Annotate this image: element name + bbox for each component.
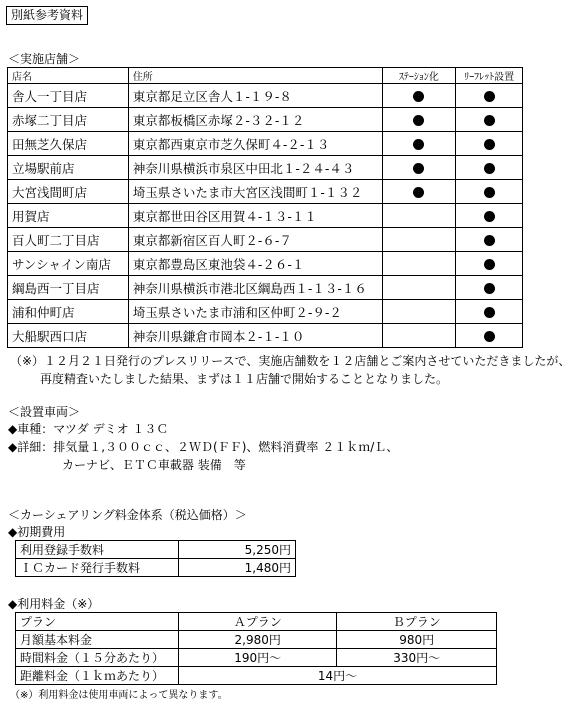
stores-note-line1: （※）１２月２１日発行のプレスリリースで、実施店舗数を１２店舗とご案内させていただきましたが、 (10, 354, 571, 368)
store-station-cell (382, 204, 456, 228)
store-leaflet-cell (456, 204, 523, 228)
filled-circle-icon (484, 115, 495, 126)
usage-row-a: 2,980円 (178, 631, 337, 649)
store-station-cell (382, 252, 456, 276)
header-leaflet: ﾘｰﾌﾚｯﾄ設置 (456, 68, 523, 84)
store-station-cell (382, 156, 456, 180)
stores-section-title: ＜実施店舗＞ (8, 52, 81, 66)
usage-row-b: 330円～ (337, 649, 497, 667)
store-address: 東京都足立区舎人１-１９-８ (128, 84, 382, 108)
table-row (8, 180, 523, 204)
initial-row-label: 利用登録手数料 (16, 541, 179, 559)
usage-row-label: 月額基本料金 (16, 631, 179, 649)
store-address: 神奈川県横浜市港北区綱島西１-１３-１６ (128, 276, 382, 300)
pricing-section-title: ＜カーシェアリング料金体系（税込価格）＞ (8, 508, 247, 522)
vehicle-model-row (8, 420, 168, 438)
vehicle-detail-line1: 排気量１,３００ｃｃ、２ＷＤ(ＦＦ)、燃料消費率 ２１ｋｍ/Ｌ、 (53, 440, 399, 454)
store-name: 大宮浅間町店 (8, 180, 129, 204)
attachment-label: 別紙参考資料 (6, 6, 88, 25)
store-address: 東京都新宿区百人町２-６-７ (128, 228, 382, 252)
store-address: 東京都世田谷区用賀４-１３-１１ (128, 204, 382, 228)
stores-table (7, 67, 523, 348)
filled-circle-icon (484, 235, 495, 246)
filled-circle-icon (484, 259, 495, 270)
stores-note-line2: 再度精査いたしました結果、まずは１１店舗で開始することとなりました。 (40, 372, 449, 386)
store-station-cell (382, 108, 456, 132)
filled-circle-icon (484, 307, 495, 318)
filled-circle-icon (484, 163, 495, 174)
vehicle-model-value: マツダ デミオ １３Ｃ (53, 422, 169, 436)
store-name: サンシャイン南店 (8, 252, 129, 276)
vehicle-detail-label: ◆詳細： (8, 440, 54, 454)
store-station-cell (382, 132, 456, 156)
initial-cost-table (15, 540, 296, 577)
store-address: 神奈川県鎌倉市岡本２-１-１０ (128, 324, 382, 348)
store-address: 東京都西東京市芝久保町４-２-１３ (128, 132, 382, 156)
store-station-cell (382, 180, 456, 204)
table-row (16, 631, 497, 649)
initial-cost-title: ◆初期費用 (8, 525, 66, 539)
store-name: 用賀店 (8, 204, 129, 228)
store-station-cell (382, 228, 456, 252)
store-station-cell (382, 300, 456, 324)
store-leaflet-cell (456, 84, 523, 108)
table-row (8, 204, 523, 228)
usage-fee-title: ◆利用料金（※） (8, 597, 100, 611)
table-row (8, 156, 523, 180)
store-leaflet-cell (456, 300, 523, 324)
initial-row-label: ＩＣカード発行手数料 (16, 559, 179, 577)
store-name: 浦和仲町店 (8, 300, 129, 324)
table-row (16, 559, 296, 577)
store-leaflet-cell (456, 108, 523, 132)
store-leaflet-cell (456, 252, 523, 276)
store-address: 東京都板橋区赤塚２-３２-１２ (128, 108, 382, 132)
usage-header-b: Ｂプラン (337, 613, 497, 631)
usage-fee-table (15, 612, 497, 685)
initial-row-value: 1,480円 (178, 559, 295, 577)
filled-circle-icon (413, 139, 424, 150)
store-address: 神奈川県横浜市泉区中田北１-２４-４３ (128, 156, 382, 180)
header-address: 住所 (128, 68, 382, 84)
table-row (8, 84, 523, 108)
store-name: 百人町二丁目店 (8, 228, 129, 252)
table-row (8, 132, 523, 156)
distance-fee-value: 14円～ (178, 667, 496, 685)
header-store-name: 店名 (8, 68, 129, 84)
filled-circle-icon (484, 91, 495, 102)
filled-circle-icon (413, 91, 424, 102)
filled-circle-icon (413, 115, 424, 126)
store-station-cell (382, 324, 456, 348)
store-name: 赤塚二丁目店 (8, 108, 129, 132)
filled-circle-icon (484, 331, 495, 342)
store-leaflet-cell (456, 276, 523, 300)
usage-row-a: 190円～ (178, 649, 337, 667)
usage-row-b: 980円 (337, 631, 497, 649)
store-station-cell (382, 276, 456, 300)
usage-header-a: Ａプラン (178, 613, 337, 631)
table-row (16, 541, 296, 559)
table-row (8, 276, 523, 300)
store-name: 立場駅前店 (8, 156, 129, 180)
filled-circle-icon (413, 187, 424, 198)
stores-table-header (8, 68, 523, 84)
filled-circle-icon (484, 283, 495, 294)
table-row (16, 667, 497, 685)
table-row (16, 649, 497, 667)
store-name: 舎人一丁目店 (8, 84, 129, 108)
filled-circle-icon (413, 163, 424, 174)
table-row (8, 108, 523, 132)
table-row (8, 252, 523, 276)
store-name: 大船駅西口店 (8, 324, 129, 348)
usage-fee-header (16, 613, 497, 631)
pricing-footnote: （※）利用料金は使用車両によって異なります。 (10, 690, 228, 701)
store-address: 埼玉県さいたま市大宮区浅間町１-１３２ (128, 180, 382, 204)
table-row (8, 228, 523, 252)
table-row (8, 300, 523, 324)
filled-circle-icon (484, 139, 495, 150)
store-leaflet-cell (456, 156, 523, 180)
distance-fee-label: 距離料金（１ｋｍあたり） (16, 667, 179, 685)
store-name: 田無芝久保店 (8, 132, 129, 156)
store-leaflet-cell (456, 180, 523, 204)
initial-row-value: 5,250円 (178, 541, 295, 559)
store-address: 東京都豊島区東池袋４-２６-１ (128, 252, 382, 276)
usage-row-label: 時間料金（１５分あたり） (16, 649, 179, 667)
store-leaflet-cell (456, 324, 523, 348)
filled-circle-icon (484, 187, 495, 198)
store-station-cell (382, 84, 456, 108)
filled-circle-icon (484, 211, 495, 222)
store-leaflet-cell (456, 228, 523, 252)
vehicle-detail-line2: カーナビ、ＥＴＣ車載器 装備 等 (62, 458, 246, 472)
store-address: 埼玉県さいたま市浦和区仲町２-９-２ (128, 300, 382, 324)
store-leaflet-cell (456, 132, 523, 156)
table-row (8, 324, 523, 348)
header-station: ｽﾃｰｼｮﾝ化 (382, 68, 456, 84)
vehicle-detail-row (8, 438, 398, 456)
vehicle-model-label: ◆車種： (8, 422, 54, 436)
vehicle-section-title: ＜設置車両＞ (8, 405, 81, 419)
store-name: 綱島西一丁目店 (8, 276, 129, 300)
usage-header-plan: プラン (16, 613, 179, 631)
